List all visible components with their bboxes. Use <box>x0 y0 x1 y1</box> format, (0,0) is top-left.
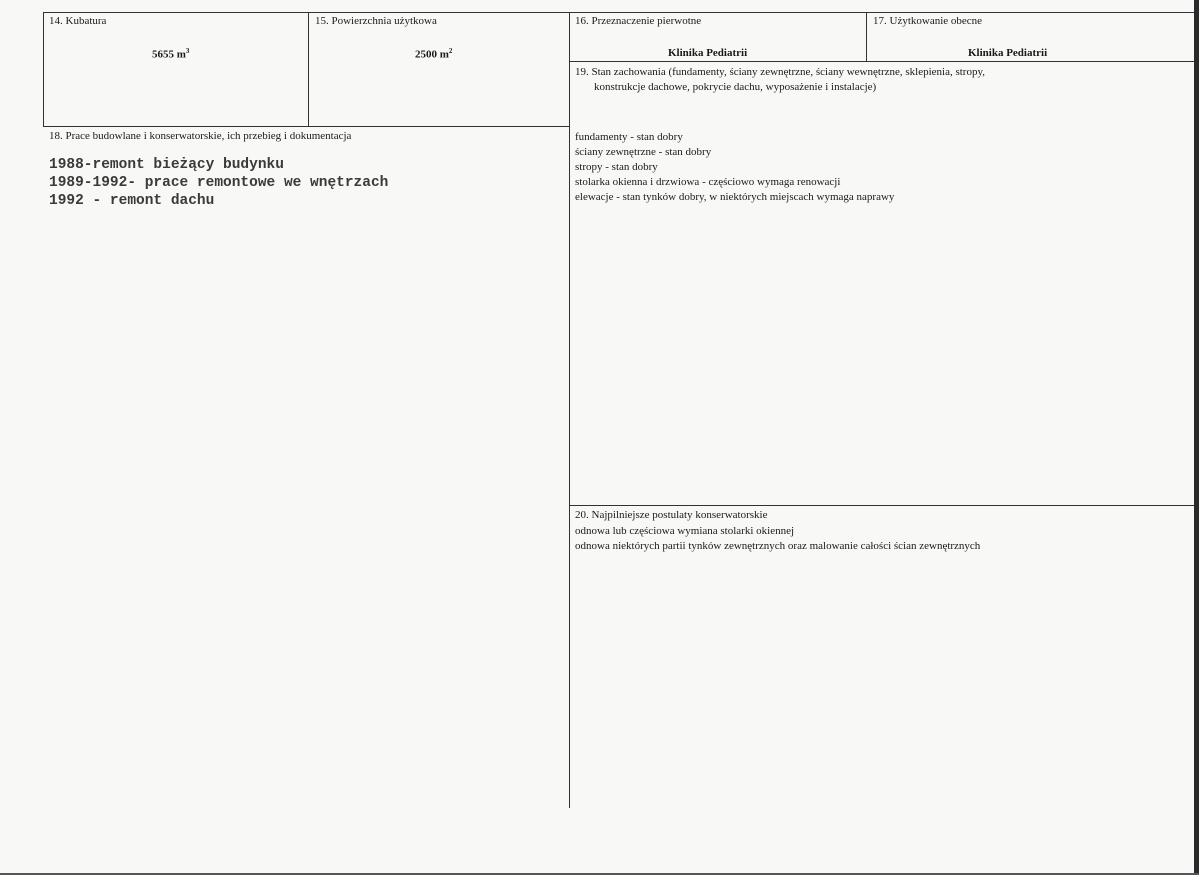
field19-line-2: ściany zewnętrzne - stan dobry <box>575 146 712 158</box>
row-divider-left <box>43 126 569 127</box>
row-divider-19-20 <box>569 505 1194 506</box>
field19-line-4: stolarka okienna i drzwiowa - częściowo wymaga renowacji <box>575 176 841 188</box>
field14-value <box>152 47 189 61</box>
field15-exponent: 2 <box>448 47 453 55</box>
field19-label-line2: konstrukcje dachowe, pokrycie dachu, wyposażenie i instalacje) <box>594 81 877 93</box>
row-divider-16-17 <box>569 61 1194 62</box>
field15-label: 15. Powierzchnia użytkowa <box>315 15 437 27</box>
field19-label-line1: 19. Stan zachowania (fundamenty, ściany zewnętrzne, ściany wewnętrzne, sklepienia, stropy, <box>575 66 986 78</box>
col-divider-16-17 <box>866 12 867 61</box>
top-border <box>43 12 1194 13</box>
field19-line-5: elewacje - stan tynków dobry, w niektórych miejscach wymaga naprawy <box>575 191 895 203</box>
field17-label: 17. Użytkowanie obecne <box>873 15 983 27</box>
field16-label: 16. Przeznaczenie pierwotne <box>575 15 702 27</box>
field14-label: 14. Kubatura <box>49 15 107 27</box>
field14-number: 5655 <box>152 48 174 61</box>
field17-value: Klinika Pediatrii <box>968 47 1048 59</box>
field15-value <box>415 47 452 61</box>
field15-unit: m <box>439 48 449 61</box>
field18-line-1: 1988-remont bieżący budynku <box>49 157 284 173</box>
field20-line-2: odnowa niektórych partii tynków zewnętrznych oraz malowanie całości ścian zewnętrznych <box>575 540 981 552</box>
field19-line-1: fundamenty - stan dobry <box>575 131 683 143</box>
page-edge-right <box>1194 0 1199 875</box>
col-divider-main <box>569 12 570 808</box>
field18-label: 18. Prace budowlane i konserwatorskie, ich przebieg i dokumentacja <box>49 130 352 142</box>
field20-line-1: odnowa lub częściowa wymiana stolarki okiennej <box>575 525 795 537</box>
left-border <box>43 12 44 126</box>
field15-number: 2500 <box>415 48 437 61</box>
field18-line-2: 1989-1992- prace remontowe we wnętrzach <box>49 175 389 191</box>
field20-label: 20. Najpilniejsze postulaty konserwatorskie <box>575 509 768 521</box>
col-divider-14-15 <box>308 12 309 126</box>
field14-unit: m <box>176 48 186 61</box>
field19-line-3: stropy - stan dobry <box>575 161 658 173</box>
field16-value: Klinika Pediatrii <box>668 47 748 59</box>
field18-line-3: 1992 - remont dachu <box>49 193 215 209</box>
field14-exponent: 3 <box>185 47 190 55</box>
